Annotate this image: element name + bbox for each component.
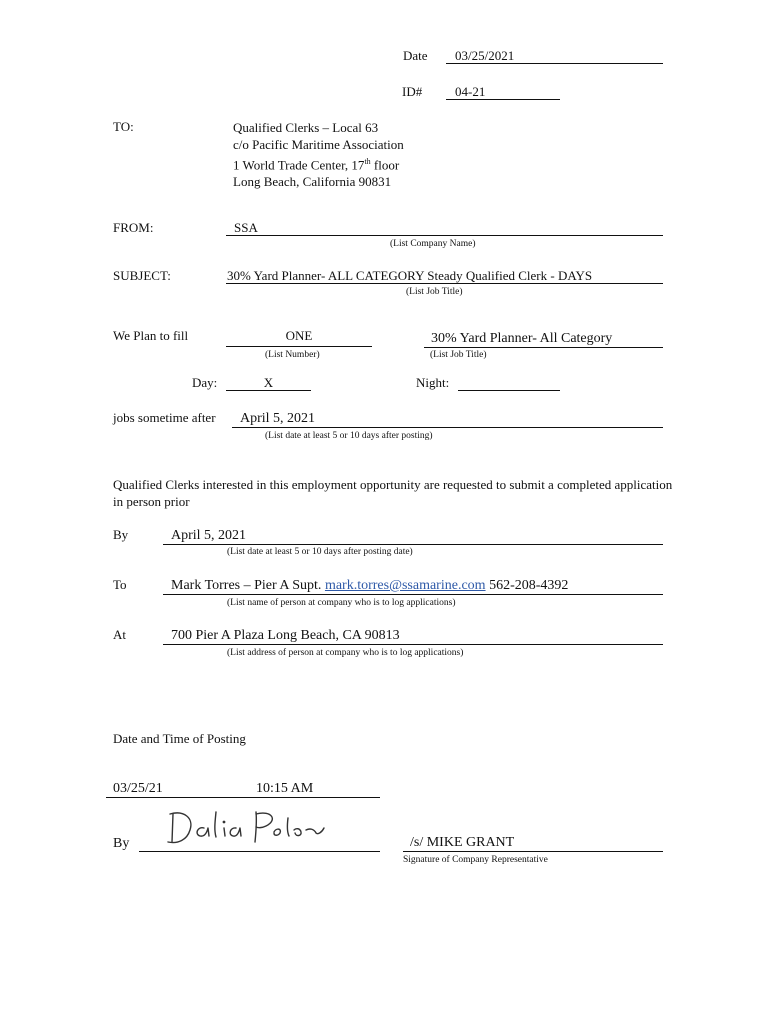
night-underline — [458, 390, 560, 391]
after-hint: (List date at least 5 or 10 days after posting) — [265, 431, 433, 441]
from-label: FROM: — [113, 220, 154, 235]
subject-hint: (List Job Title) — [406, 287, 463, 297]
plan-number-underline — [226, 346, 372, 347]
after-value: April 5, 2021 — [240, 411, 316, 426]
id-underline — [446, 99, 560, 100]
subject-label: SUBJECT: — [113, 268, 171, 283]
to-address-line3: 1 World Trade Center, 17th floor — [233, 157, 400, 173]
to-address-line4: Long Beach, California 90831 — [233, 174, 392, 190]
signature-rep-value: /s/ MIKE GRANT — [410, 835, 515, 850]
date-value: 03/25/2021 — [455, 48, 515, 63]
at-hint: (List address of person at company who is to log applications) — [227, 648, 464, 658]
posting-underline — [106, 797, 380, 798]
subject-underline — [226, 283, 663, 284]
id-label: ID# — [402, 84, 423, 99]
at-value: 700 Pier A Plaza Long Beach, CA 90813 — [171, 628, 400, 643]
plan-number-hint: (List Number) — [265, 350, 320, 360]
night-label: Night: — [416, 375, 450, 390]
to-person-phone: 562-208-4392 — [489, 578, 569, 593]
by-hint: (List date at least 5 or 10 days after posting date) — [227, 547, 413, 557]
from-hint: (List Company Name) — [390, 239, 476, 249]
signature-by-label: By — [113, 836, 130, 851]
from-underline — [226, 235, 663, 236]
date-underline — [446, 63, 663, 64]
by-value: April 5, 2021 — [171, 528, 247, 543]
to-label: TO: — [113, 119, 134, 134]
plan-title-value: 30% Yard Planner- All Category — [431, 331, 613, 346]
to-person-label: To — [113, 577, 127, 592]
signature-by-underline — [139, 851, 380, 852]
by-label: By — [113, 527, 129, 542]
id-value: 04-21 — [455, 84, 486, 99]
email-link[interactable]: mark.torres@ssamarine.com — [324, 578, 486, 593]
posting-label: Date and Time of Posting — [113, 731, 246, 746]
to-person-name: Mark Torres – Pier A Supt. — [171, 578, 322, 593]
after-underline — [232, 427, 663, 428]
plan-label: We Plan to fill — [113, 328, 189, 343]
posting-time: 10:15 AM — [256, 781, 314, 796]
to-address — [233, 119, 404, 190]
to-person-hint: (List name of person at company who is to log applications) — [227, 598, 456, 608]
signature-rep-hint: Signature of Company Representative — [403, 855, 548, 865]
plan-title-underline — [424, 347, 663, 348]
from-value: SSA — [234, 220, 258, 235]
plan-title-hint: (List Job Title) — [430, 350, 487, 360]
intro-paragraph: Qualified Clerks interested in this employment opportunity are requested to submit a completed application in person prior — [113, 477, 673, 509]
day-underline — [226, 390, 311, 391]
handwritten-signature — [160, 806, 330, 850]
to-person-value — [171, 578, 568, 594]
day-label: Day: — [192, 375, 218, 390]
plan-number-value: ONE — [285, 328, 313, 343]
after-label: jobs sometime after — [113, 410, 216, 425]
at-underline — [163, 644, 663, 645]
to-address-line2: c/o Pacific Maritime Association — [233, 137, 404, 152]
day-value: X — [263, 375, 274, 390]
signature-rep-underline — [403, 851, 663, 852]
subject-value: 30% Yard Planner- ALL CATEGORY Steady Qualified Clerk - DAYS — [227, 268, 593, 283]
by-underline — [163, 544, 663, 545]
at-label: At — [113, 627, 126, 642]
posting-date: 03/25/21 — [113, 781, 163, 796]
date-label: Date — [403, 48, 428, 63]
to-person-underline — [163, 594, 663, 595]
to-address-line1: Qualified Clerks – Local 63 — [233, 120, 379, 135]
